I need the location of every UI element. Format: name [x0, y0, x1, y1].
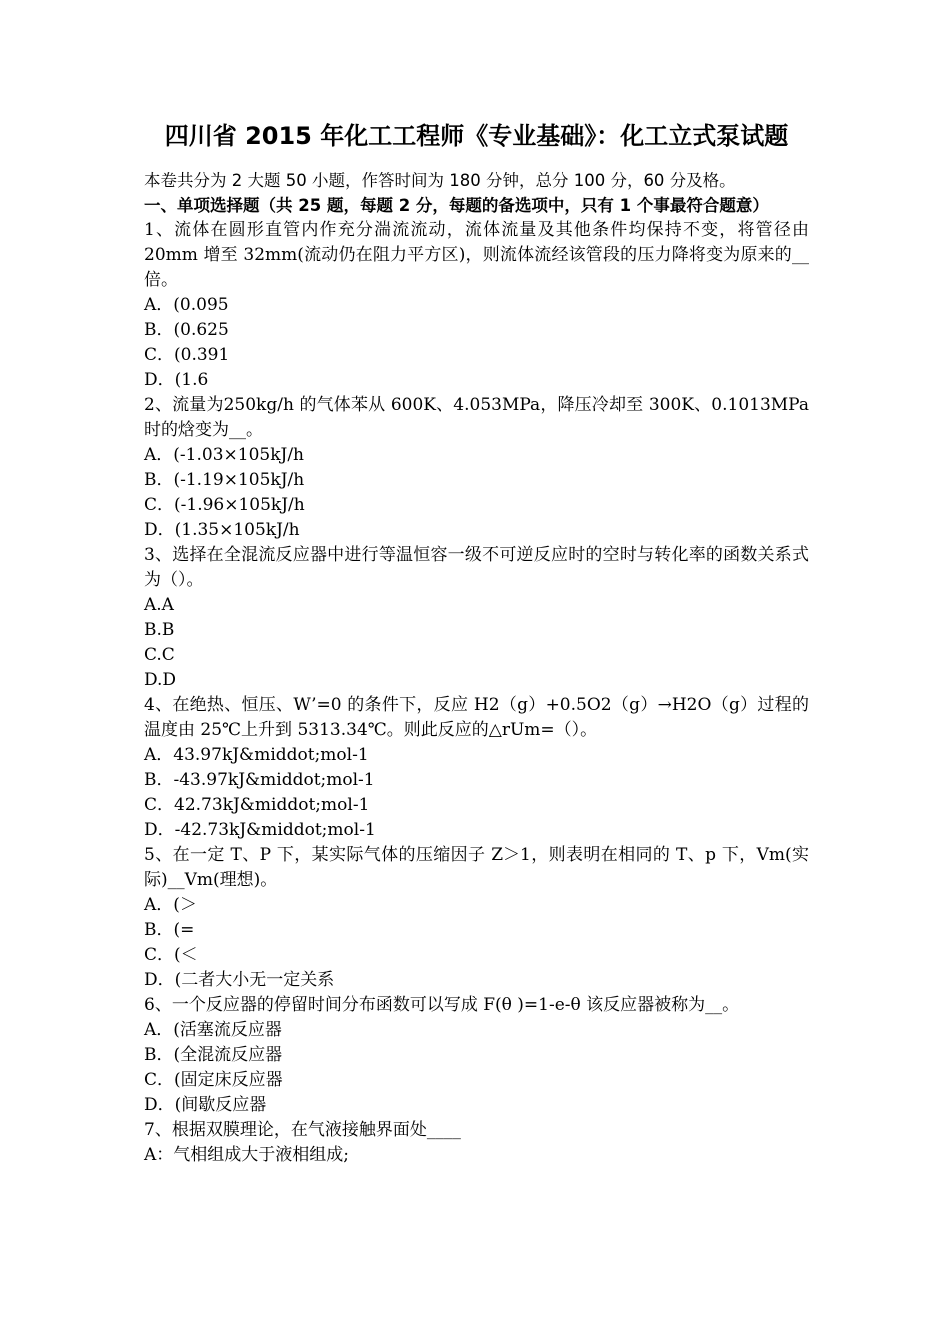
option-d: D．(间歇反应器 — [144, 1095, 267, 1115]
option-b: B．(-1.19×105kJ/h — [144, 470, 305, 490]
question-4 — [144, 693, 809, 843]
option-a: A．(-1.03×105kJ/h — [144, 445, 304, 465]
question-text: 2、流量为250kg/h 的气体苯从 600K、4.053MPa，降压冷却至 300K、0.1013MPa 时的焓变为__。 — [144, 395, 809, 440]
option-d: D.D — [144, 670, 177, 690]
question-1 — [144, 218, 809, 393]
question-5 — [144, 843, 809, 993]
option-c: C．(固定床反应器 — [144, 1070, 283, 1090]
question-text: 3、选择在全混流反应器中进行等温恒容一级不可逆反应时的空时与转化率的函数关系式为（）。 — [144, 545, 809, 590]
question-text: 1、流体在圆形直管内作充分湍流流动，流体流量及其他条件均保持不变，将管径由 20mm 增至 32mm(流动仍在阻力平方区)，则流体流经该管段的压力降将变为原来的__倍。 — [144, 220, 809, 290]
option-d: D．-42.73kJ&middot;mol-1 — [144, 820, 376, 840]
option-a: A．43.97kJ&middot;mol-1 — [144, 745, 369, 765]
document-page — [144, 118, 809, 1168]
question-text: 5、在一定 T、P 下，某实际气体的压缩因子 Z＞1，则表明在相同的 T、p 下，Vm(实际)__Vm(理想)。 — [144, 845, 809, 890]
option-b: B．(0.625 — [144, 320, 229, 340]
option-c: C．(0.391 — [144, 345, 230, 365]
question-6 — [144, 993, 809, 1118]
section-heading: 一、单项选择题（共 25 题，每题 2 分，每题的备选项中，只有 1 个事最符合题意） — [144, 196, 769, 215]
option-c: C.C — [144, 645, 175, 665]
question-3 — [144, 543, 809, 693]
option-a: A：气相组成大于液相组成; — [144, 1145, 350, 1165]
option-d: D．(1.6 — [144, 370, 209, 390]
option-c: C．(-1.96×105kJ/h — [144, 495, 305, 515]
option-c: C．42.73kJ&middot;mol-1 — [144, 795, 370, 815]
question-text: 6、一个反应器的停留时间分布函数可以写成 F(θ )=1-e-θ 该反应器被称为__。 — [144, 995, 740, 1015]
option-b: B．(= — [144, 920, 195, 940]
exam-intro: 本卷共分为 2 大题 50 小题，作答时间为 180 分钟，总分 100 分，60 分及格。 — [144, 171, 736, 190]
option-a: A．(活塞流反应器 — [144, 1020, 282, 1040]
question-7 — [144, 1118, 809, 1168]
option-d: D．(二者大小无一定关系 — [144, 970, 335, 990]
option-b: B．(全混流反应器 — [144, 1045, 283, 1065]
option-c: C．(＜ — [144, 945, 198, 965]
question-text: 7、根据双膜理论，在气液接触界面处____ — [144, 1120, 461, 1140]
option-b: B.B — [144, 620, 175, 640]
option-d: D．(1.35×105kJ/h — [144, 520, 300, 540]
question-text: 4、在绝热、恒压、W’=0 的条件下，反应 H2（g）+0.5O2（g）→H2O（g）过程的温度由 25℃上升到 5313.34℃。则此反应的△rUm=（）。 — [144, 695, 809, 740]
option-a: A.A — [144, 595, 174, 615]
question-2 — [144, 393, 809, 543]
document-title: 四川省 2015 年化工工程师《专业基础》：化工立式泵试题 — [164, 122, 789, 150]
option-a: A．(0.095 — [144, 295, 229, 315]
option-a: A．(＞ — [144, 895, 197, 915]
option-b: B．-43.97kJ&middot;mol-1 — [144, 770, 375, 790]
